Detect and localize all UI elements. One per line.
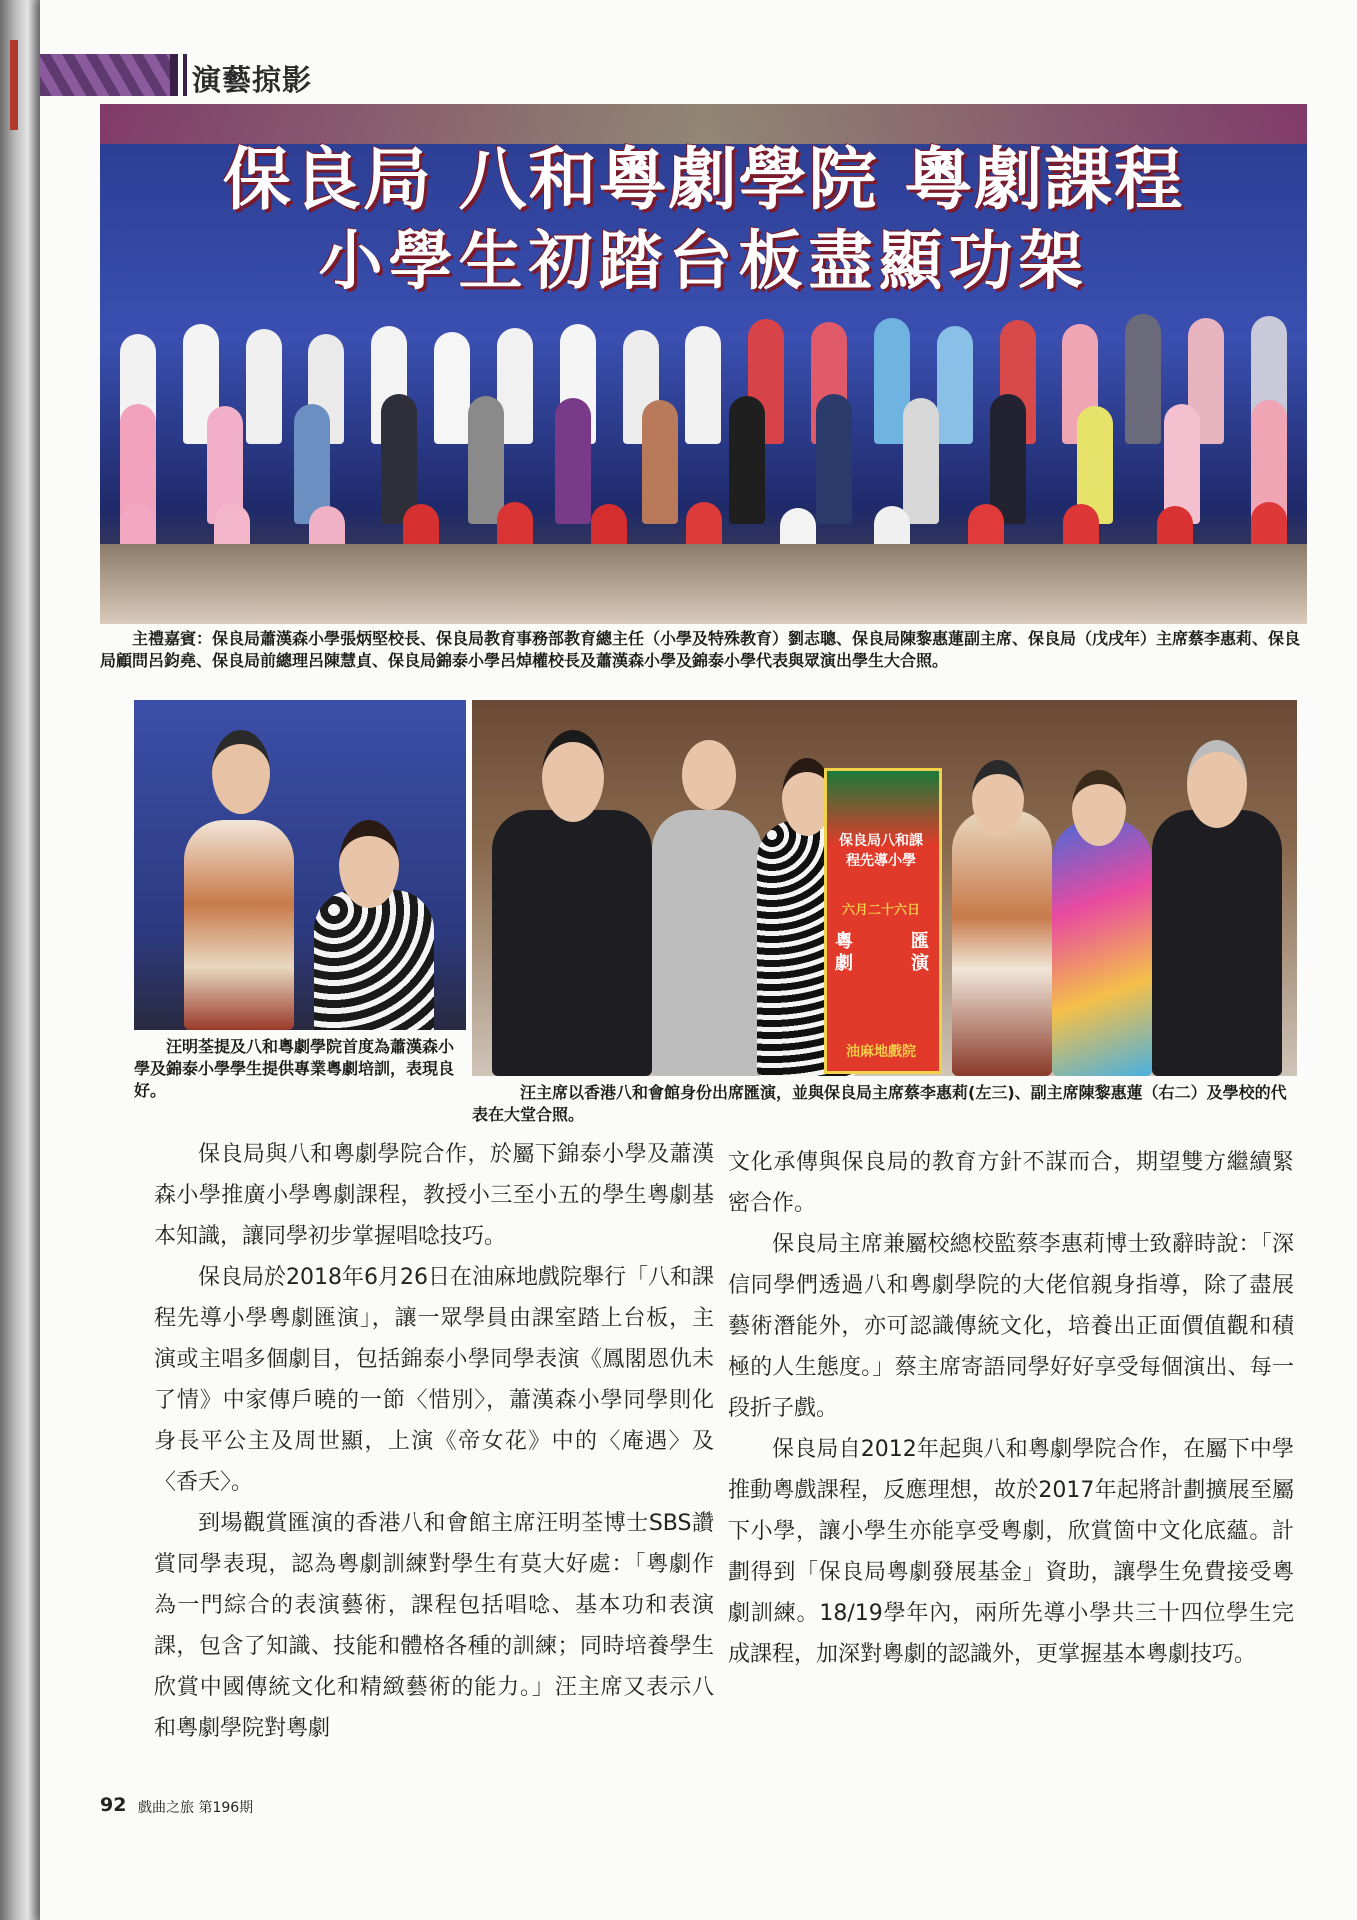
article-paragraph: 保良局與八和粵劇學院合作，於屬下錦泰小學及蕭漢森小學推廣小學粵劇課程，教授小三至小五的學生粵劇基本知識，讓同學初步掌握唱唸技巧。	[154, 1142, 714, 1249]
poster-venue: 油麻地戲院	[846, 1044, 916, 1060]
stage-floor	[100, 544, 1307, 624]
magazine-page	[40, 0, 1357, 1920]
article-column-1	[154, 1134, 714, 1749]
publication-name: 戲曲之旅 第196期	[138, 1800, 254, 1816]
hero-group-photo	[100, 104, 1307, 624]
group-photo-caption: 主禮嘉賓：保良局蕭漢森小學張炳堅校長、保良局教育事務部教育總主任（小學及特殊教育）劉志聰、保良局陳黎惠蓮副主席、保良局（戊戌年）主席蔡李惠莉、保良局顧問呂鈞堯、保良局前總理呂陳慧貞、保良局錦泰小學呂焯權校長及蕭漢森小學及錦泰小學代表與眾演出學生大合照。	[100, 629, 1301, 670]
article-column-2	[728, 1142, 1294, 1675]
spine-stripe	[10, 40, 18, 130]
event-poster	[824, 768, 942, 1074]
article-paragraph: 保良局自2012年起與八和粵劇學院合作，在屬下中學推動粵戲課程，反應理想，故於2017年起將計劃擴展至屬下小學，讓小學生亦能享受粵劇，欣賞箇中文化底蘊。計劃得到「保良局粵劇發展基金」資助，讓學生免費接受粵劇訓練。18/19學年內，兩所先導小學共三十四位學生完成課程，加深對粵劇的認識外，更掌握基本粵劇技巧。	[728, 1437, 1294, 1667]
poster-side-right: 匯演	[911, 931, 929, 974]
section-header-ornament	[40, 54, 170, 96]
poster-date: 六月二十六日	[841, 903, 920, 918]
lobby-photo-caption: 汪主席以香港八和會館身份出席匯演，並與保良局主席蔡李惠莉(左三)、副主席陳黎惠蓮（右二）及學校的代表在大堂合照。	[472, 1083, 1287, 1124]
article-paragraph: 到場觀賞匯演的香港八和會館主席汪明荃博士SBS讚賞同學表現，認為粵劇訓練對學生有莫大好處：「粵劇作為一門綜合的表演藝術，課程包括唱唸、基本功和表演課，包含了知識、技能和體格各種的訓練；同時培養學生欣賞中國傳統文化和精緻藝術的能力。」汪主席又表示八和粵劇學院對粵劇	[154, 1511, 714, 1741]
poster-headline: 保良局八和課程先導小學	[839, 833, 923, 869]
article-paragraph: 保良局主席兼屬校總校監蔡李惠莉博士致辭時說：「深信同學們透過八和粵劇學院的大佬倌親身指導，除了盡展藝術潛能外，亦可認識傳統文化，培養出正面價值觀和積極的人生態度。」蔡主席寄語同學好好享受每個演出、每一段折子戲。	[728, 1232, 1294, 1421]
article-paragraph: 文化承傳與保良局的教育方針不謀而合，期望雙方繼續緊密合作。	[728, 1150, 1294, 1216]
hero-title-line2: 小學生初踏台板盡顯功架	[318, 224, 1089, 299]
section-title: 演藝掠影	[192, 63, 313, 97]
hero-title-line1: 保良局 八和粵劇學院 粵劇課程	[222, 140, 1185, 220]
speaker-photo	[134, 700, 466, 1030]
article-paragraph: 保良局於2018年6月26日在油麻地戲院舉行「八和課程先導小學粵劇匯演」，讓一眾學員由課室踏上台板，主演或主唱多個劇目，包括錦泰小學同學表演《鳳閣恩仇未了情》中家傳戶曉的一節〈惜別〉，蕭漢森小學同學則化身長平公主及周世顯，上演《帝女花》中的〈庵遇〉及〈香夭〉。	[154, 1265, 714, 1495]
section-header-divider	[183, 54, 187, 96]
section-header-divider	[170, 54, 178, 96]
speaker-photo-caption: 汪明荃提及八和粵劇學院首度為蕭漢森小學及錦泰小學學生提供專業粵劇培訓，表現良好。	[134, 1037, 455, 1100]
poster-side-left: 粵劇	[835, 931, 853, 974]
lobby-group-photo	[472, 700, 1297, 1076]
page-number: 92	[100, 1794, 127, 1816]
book-spine	[0, 0, 40, 1920]
